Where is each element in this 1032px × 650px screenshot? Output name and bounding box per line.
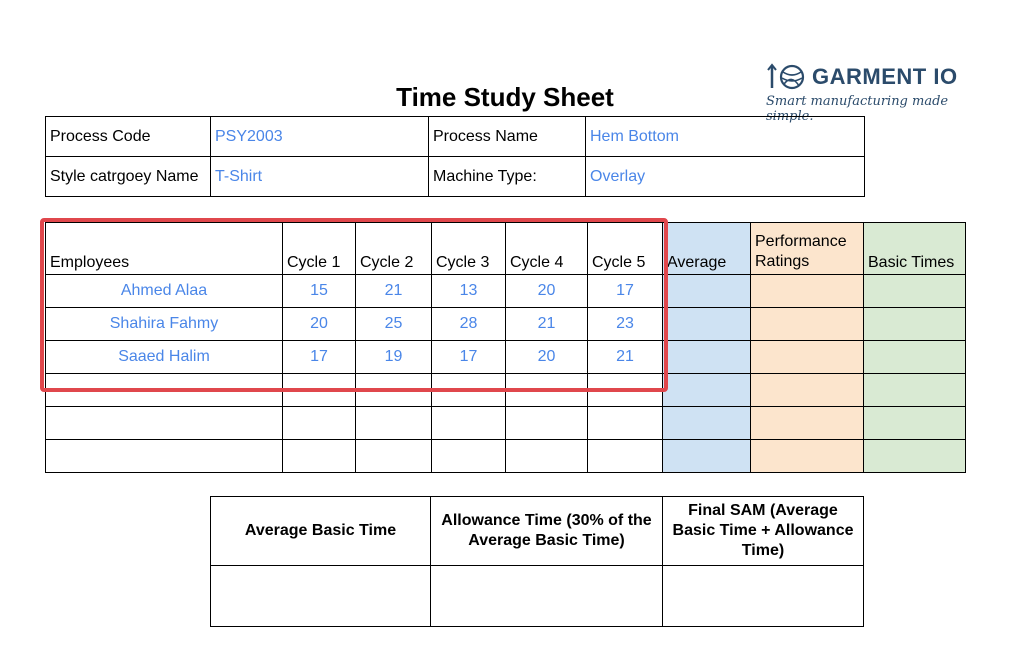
style-category-value[interactable]: T-Shirt — [211, 157, 429, 197]
summary-header-row — [211, 497, 864, 566]
header-average: Average — [663, 223, 751, 275]
cycle-cell[interactable]: 20 — [506, 341, 588, 374]
header-cycle-4: Cycle 4 — [506, 223, 588, 275]
cycle-cell[interactable]: 23 — [588, 308, 663, 341]
basic-time-cell[interactable] — [864, 440, 966, 473]
machine-type-label: Machine Type: — [429, 157, 586, 197]
header-cycle-5: Cycle 5 — [588, 223, 663, 275]
cycle-cell[interactable]: 19 — [356, 341, 432, 374]
empty-cell[interactable] — [432, 407, 506, 440]
empty-cell[interactable] — [588, 374, 663, 407]
performance-cell[interactable] — [751, 275, 864, 308]
summary-average-basic-time-value[interactable] — [211, 566, 431, 627]
summary-value-row — [211, 566, 864, 627]
machine-type-value[interactable]: Overlay — [586, 157, 865, 197]
empty-row — [46, 407, 966, 440]
sheet-title: Time Study Sheet — [396, 82, 614, 112]
cycle-cell[interactable]: 13 — [432, 275, 506, 308]
garment-io-logo — [764, 60, 974, 124]
cycle-cell[interactable]: 21 — [506, 308, 588, 341]
employee-name[interactable]: Shahira Fahmy — [46, 308, 283, 341]
summary-allowance-time-value[interactable] — [431, 566, 663, 627]
table-header-row — [46, 223, 966, 275]
basic-time-cell[interactable] — [864, 341, 966, 374]
yarn-ball-icon — [766, 62, 810, 92]
empty-row — [46, 374, 966, 407]
empty-cell[interactable] — [432, 374, 506, 407]
performance-cell[interactable] — [751, 374, 864, 407]
empty-cell[interactable] — [506, 374, 588, 407]
summary-table — [210, 496, 864, 627]
cycle-cell[interactable]: 20 — [506, 275, 588, 308]
empty-cell[interactable] — [46, 407, 283, 440]
employee-name[interactable]: Ahmed Alaa — [46, 275, 283, 308]
table-row — [46, 341, 966, 374]
performance-cell[interactable] — [751, 440, 864, 473]
empty-cell[interactable] — [283, 374, 356, 407]
cycle-cell[interactable]: 25 — [356, 308, 432, 341]
logo-name: GARMENT IO — [812, 64, 958, 89]
cycle-cell[interactable]: 28 — [432, 308, 506, 341]
empty-cell[interactable] — [506, 407, 588, 440]
basic-time-cell[interactable] — [864, 407, 966, 440]
average-cell[interactable] — [663, 308, 751, 341]
header-employees: Employees — [46, 223, 283, 275]
empty-cell[interactable] — [356, 440, 432, 473]
cycle-cell[interactable]: 17 — [432, 341, 506, 374]
empty-cell[interactable] — [588, 407, 663, 440]
basic-time-cell[interactable] — [864, 308, 966, 341]
summary-allowance-time-header: Allowance Time (30% of the Average Basic Time) — [431, 497, 663, 566]
header-cycle-1: Cycle 1 — [283, 223, 356, 275]
table-row — [46, 308, 966, 341]
empty-cell[interactable] — [356, 374, 432, 407]
empty-cell[interactable] — [506, 440, 588, 473]
process-name-label: Process Name — [429, 117, 586, 157]
performance-cell[interactable] — [751, 407, 864, 440]
performance-cell[interactable] — [751, 341, 864, 374]
cycle-cell[interactable]: 17 — [283, 341, 356, 374]
basic-time-cell[interactable] — [864, 275, 966, 308]
empty-cell[interactable] — [46, 440, 283, 473]
summary-final-sam-header: Final SAM (Average Basic Time + Allowance Time) — [663, 497, 864, 566]
average-cell[interactable] — [663, 341, 751, 374]
average-cell[interactable] — [663, 275, 751, 308]
process-info-table — [45, 116, 865, 197]
empty-cell[interactable] — [432, 440, 506, 473]
cycle-cell[interactable]: 17 — [588, 275, 663, 308]
header-basic-times: Basic Times — [864, 223, 966, 275]
empty-cell[interactable] — [283, 440, 356, 473]
cycle-cell[interactable]: 20 — [283, 308, 356, 341]
info-row — [46, 117, 865, 157]
empty-row — [46, 440, 966, 473]
table-row — [46, 275, 966, 308]
header-cycle-3: Cycle 3 — [432, 223, 506, 275]
empty-cell[interactable] — [356, 407, 432, 440]
cycle-cell[interactable]: 21 — [588, 341, 663, 374]
empty-cell[interactable] — [588, 440, 663, 473]
info-row — [46, 157, 865, 197]
header-performance-ratings: Performance Ratings — [751, 223, 864, 275]
style-category-label: Style catrgoey Name — [46, 157, 211, 197]
average-cell[interactable] — [663, 440, 751, 473]
summary-final-sam-value[interactable] — [663, 566, 864, 627]
logo-tagline: Smart manufacturing made simple. — [766, 94, 949, 124]
process-code-value[interactable]: PSY2003 — [211, 117, 429, 157]
process-name-value[interactable]: Hem Bottom — [586, 117, 865, 157]
average-cell[interactable] — [663, 407, 751, 440]
average-cell[interactable] — [663, 374, 751, 407]
cycle-cell[interactable]: 15 — [283, 275, 356, 308]
employee-name[interactable]: Saaed Halim — [46, 341, 283, 374]
basic-time-cell[interactable] — [864, 374, 966, 407]
empty-cell[interactable] — [283, 407, 356, 440]
performance-cell[interactable] — [751, 308, 864, 341]
empty-cell[interactable] — [46, 374, 283, 407]
time-study-table — [45, 222, 966, 473]
cycle-cell[interactable]: 21 — [356, 275, 432, 308]
header-cycle-2: Cycle 2 — [356, 223, 432, 275]
process-code-label: Process Code — [46, 117, 211, 157]
summary-average-basic-time-header: Average Basic Time — [211, 497, 431, 566]
